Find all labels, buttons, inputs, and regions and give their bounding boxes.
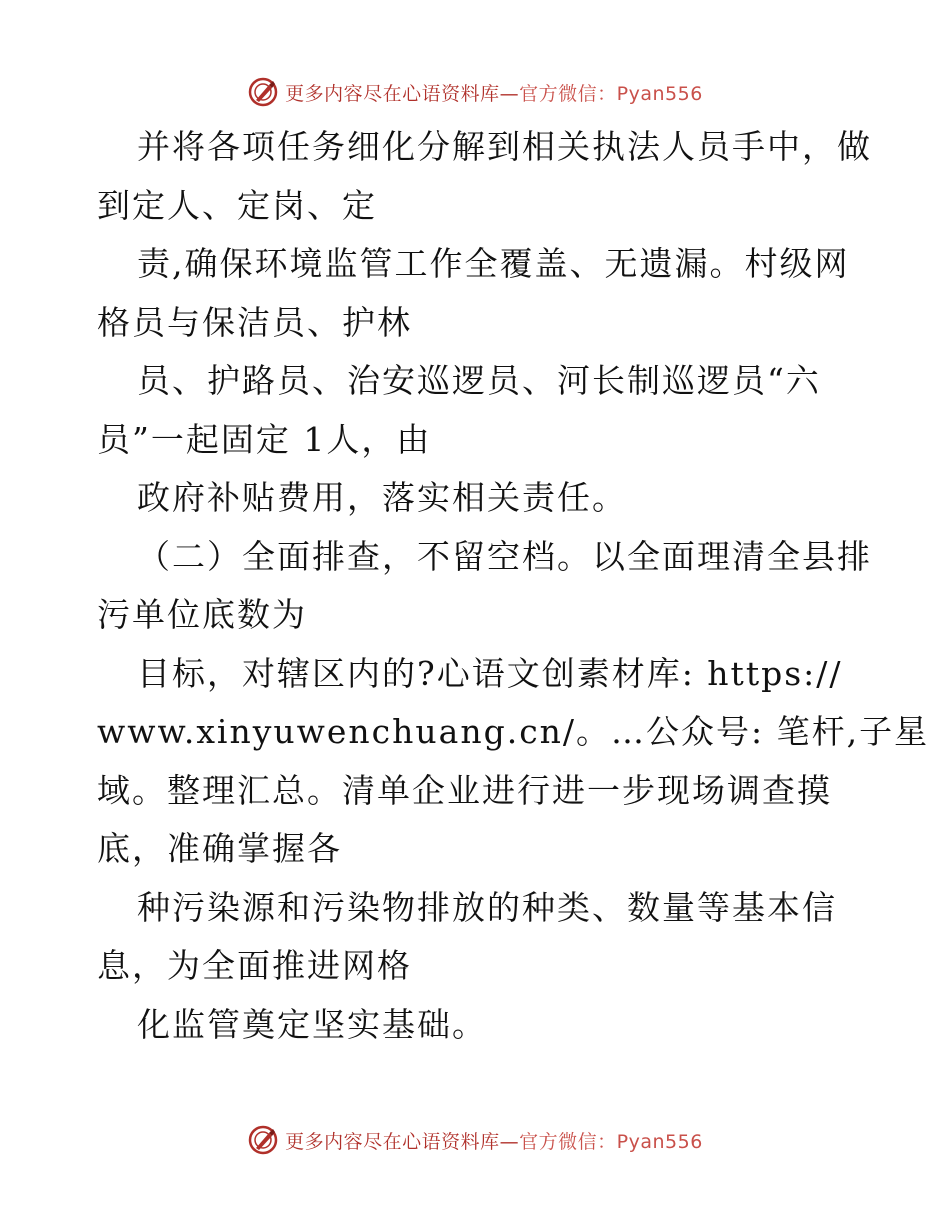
- pen-logo-icon: [247, 76, 279, 108]
- header-watermark-text: 更多内容尽在心语资料库—官方微信：Pyan556: [285, 82, 703, 105]
- footer-watermark: [0, 1120, 950, 1160]
- body-line-15: 息，为全面推进网格: [97, 946, 412, 985]
- body-line-14: 种污染源和污染物排放的种类、数量等基本信: [137, 887, 837, 927]
- body-line-7: 政府补贴费用，落实相关责任。: [137, 478, 627, 517]
- body-line-4: 格员与保洁员、护林: [97, 302, 412, 342]
- header-wechat-text: 官方微信：Pyan556: [519, 82, 703, 105]
- body-line-5: 员、护路员、治安巡逻员、河长制巡逻员“六: [137, 361, 821, 400]
- body-line-6: 员”一起固定 1人，由: [97, 419, 432, 459]
- pen-logo-icon: [247, 1124, 279, 1156]
- body-line-2: 到定人、定岗、定: [97, 185, 377, 225]
- document-body: [97, 118, 930, 1054]
- body-line-10: 目标，对辖区内的?心语文创素材库: https://: [137, 653, 843, 693]
- body-line-1: 并将各项任务细化分解到相关执法人员手中，做: [137, 127, 872, 166]
- body-line-13: 底，准确掌握各: [97, 829, 342, 868]
- body-line-11: www.xinyuwenchuang.cn/。…公众号: 笔杆,子星: [97, 712, 930, 751]
- body-line-16: 化监管奠定坚实基础。: [137, 1004, 487, 1044]
- body-line-9: 污单位底数为: [97, 595, 307, 634]
- body-line-8: （二）全面排查，不留空档。以全面理清全县排: [137, 536, 872, 576]
- header-watermark: [0, 72, 950, 112]
- footer-wechat-text: 官方微信：Pyan556: [519, 1130, 703, 1153]
- footer-watermark-text: 更多内容尽在心语资料库—官方微信：Pyan556: [285, 1130, 703, 1153]
- body-line-12: 域。整理汇总。清单企业进行进一步现场调查摸: [97, 770, 832, 810]
- body-line-3: 责,确保环境监管工作全覆盖、无遗漏。村级网: [137, 244, 850, 283]
